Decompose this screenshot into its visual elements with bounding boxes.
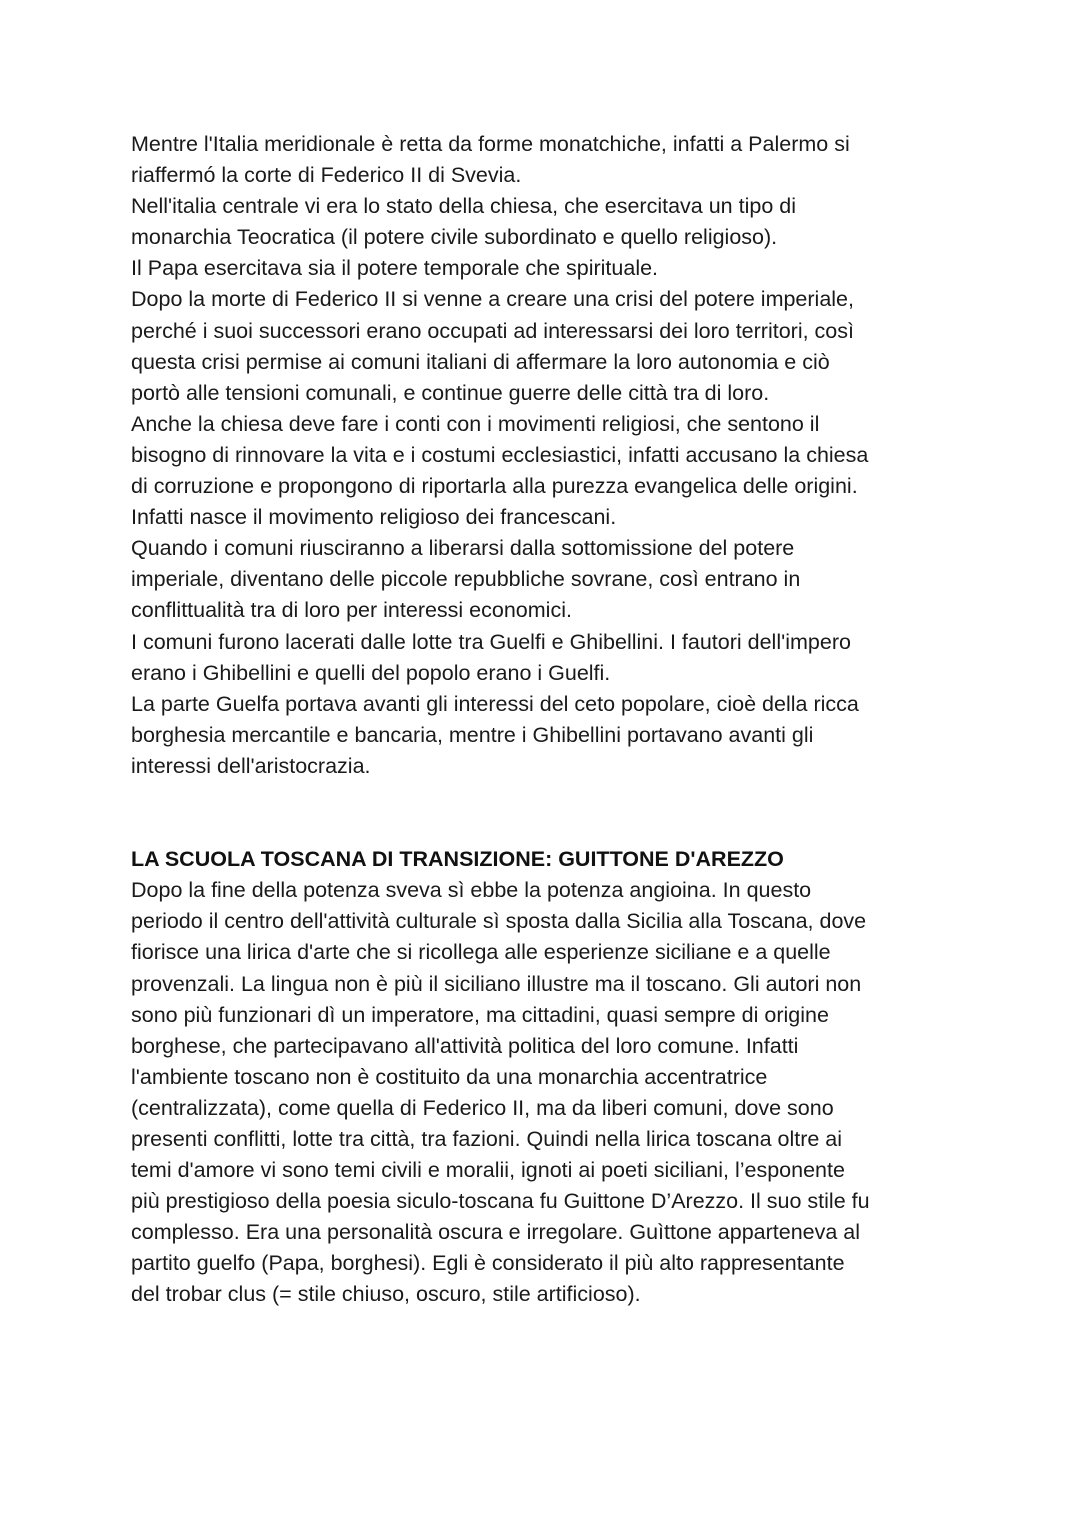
text-line: monarchia Teocratica (il potere civile subordinato e quello religioso). xyxy=(131,225,778,250)
text-line: di corruzione e propongono di riportarla alla purezza evangelica delle origini. xyxy=(131,474,858,499)
intro-paragraph xyxy=(131,129,961,782)
text-line: Nell'italia centrale vi era lo stato della chiesa, che esercitava un tipo di xyxy=(131,194,796,219)
text-line: provenzali. La lingua non è più il siciliano illustre ma il toscano. Gli autori non xyxy=(131,971,862,996)
text-line: perché i suoi successori erano occupati ad interessarsi dei loro territori, così xyxy=(131,318,854,343)
text-line: bisogno di rinnovare la vita e i costumi ecclesiastici, infatti accusano la chiesa xyxy=(131,442,869,467)
text-line: Il Papa esercitava sia il potere temporale che spirituale. xyxy=(131,256,659,281)
text-line: portò alle tensioni comunali, e continue guerre delle città tra di loro. xyxy=(131,380,770,405)
text-line: Dopo la fine della potenza sveva sì ebbe la potenza angioina. In questo xyxy=(131,878,812,903)
text-line: del trobar clus (= stile chiuso, oscuro, stile artificioso). xyxy=(131,1282,641,1307)
text-line: temi d'amore vi sono temi civili e moralii, ignoti ai poeti siciliani, l’esponente xyxy=(131,1158,845,1183)
text-line: borghese, che partecipavano all'attività politica del loro comune. Infatti xyxy=(131,1033,799,1058)
text-line: Anche la chiesa deve fare i conti con i movimenti religiosi, che sentono il xyxy=(131,411,820,436)
text-line: sono più funzionari dì un imperatore, ma cittadini, quasi sempre di origine xyxy=(131,1002,829,1027)
text-line: borghesia mercantile e bancaria, mentre i Ghibellini portavano avanti gli xyxy=(131,722,814,747)
text-line: più prestigioso della poesia siculo-toscana fu Guittone D’Arezzo. Il suo stile fu xyxy=(131,1189,870,1214)
section-heading: LA SCUOLA TOSCANA DI TRANSIZIONE: GUITTONE D'AREZZO xyxy=(131,847,784,872)
document-body xyxy=(131,129,961,1311)
text-line: I comuni furono lacerati dalle lotte tra Guelfi e Ghibellini. I fautori dell'impero xyxy=(131,629,851,654)
text-line: presenti conflitti, lotte tra città, tra fazioni. Quindi nella lirica toscana oltre ai xyxy=(131,1127,843,1151)
text-line: questa crisi permise ai comuni italiani di affermare la loro autonomia e ciò xyxy=(131,349,830,374)
text-line: Quando i comuni riusciranno a liberarsi dalla sottomissione del potere xyxy=(131,536,795,561)
text-line: Mentre l'Italia meridionale è retta da forme monatchiche, infatti a Palermo si xyxy=(131,132,850,156)
text-line: partito guelfo (Papa, borghesi). Egli è considerato il più alto rappresentante xyxy=(131,1251,845,1276)
text-line: La parte Guelfa portava avanti gli interessi del ceto popolare, cioè della ricca xyxy=(131,691,859,716)
text-line: complesso. Era una personalità oscura e irregolare. Guìttone apparteneva al xyxy=(131,1220,861,1245)
text-line: periodo il centro dell'attività culturale sì sposta dalla Sicilia alla Toscana, dove xyxy=(131,909,867,934)
text-line: interessi dell'aristocrazia. xyxy=(131,753,371,778)
text-line: Infatti nasce il movimento religioso dei francescani. xyxy=(131,505,617,530)
section-paragraph xyxy=(131,875,961,1310)
text-line: (centralizzata), come quella di Federico II, ma da liberi comuni, dove sono xyxy=(131,1095,834,1120)
text-line: Dopo la morte di Federico II si venne a creare una crisi del potere imperiale, xyxy=(131,287,854,312)
blank-line xyxy=(131,813,961,844)
text-line: conflittualità tra di loro per interessi economici. xyxy=(131,598,572,623)
text-line: riaffermó la corte di Federico II di Svevia. xyxy=(131,163,522,188)
text-line: fiorisce una lirica d'arte che si ricollega alle esperienze siciliane e a quelle xyxy=(131,940,831,965)
blank-line xyxy=(131,782,961,813)
text-line: imperiale, diventano delle piccole repubbliche sovrane, così entrano in xyxy=(131,567,801,592)
text-line: l'ambiente toscano non è costituito da una monarchia accentratrice xyxy=(131,1064,768,1089)
text-line: erano i Ghibellini e quelli del popolo erano i Guelfi. xyxy=(131,660,611,685)
